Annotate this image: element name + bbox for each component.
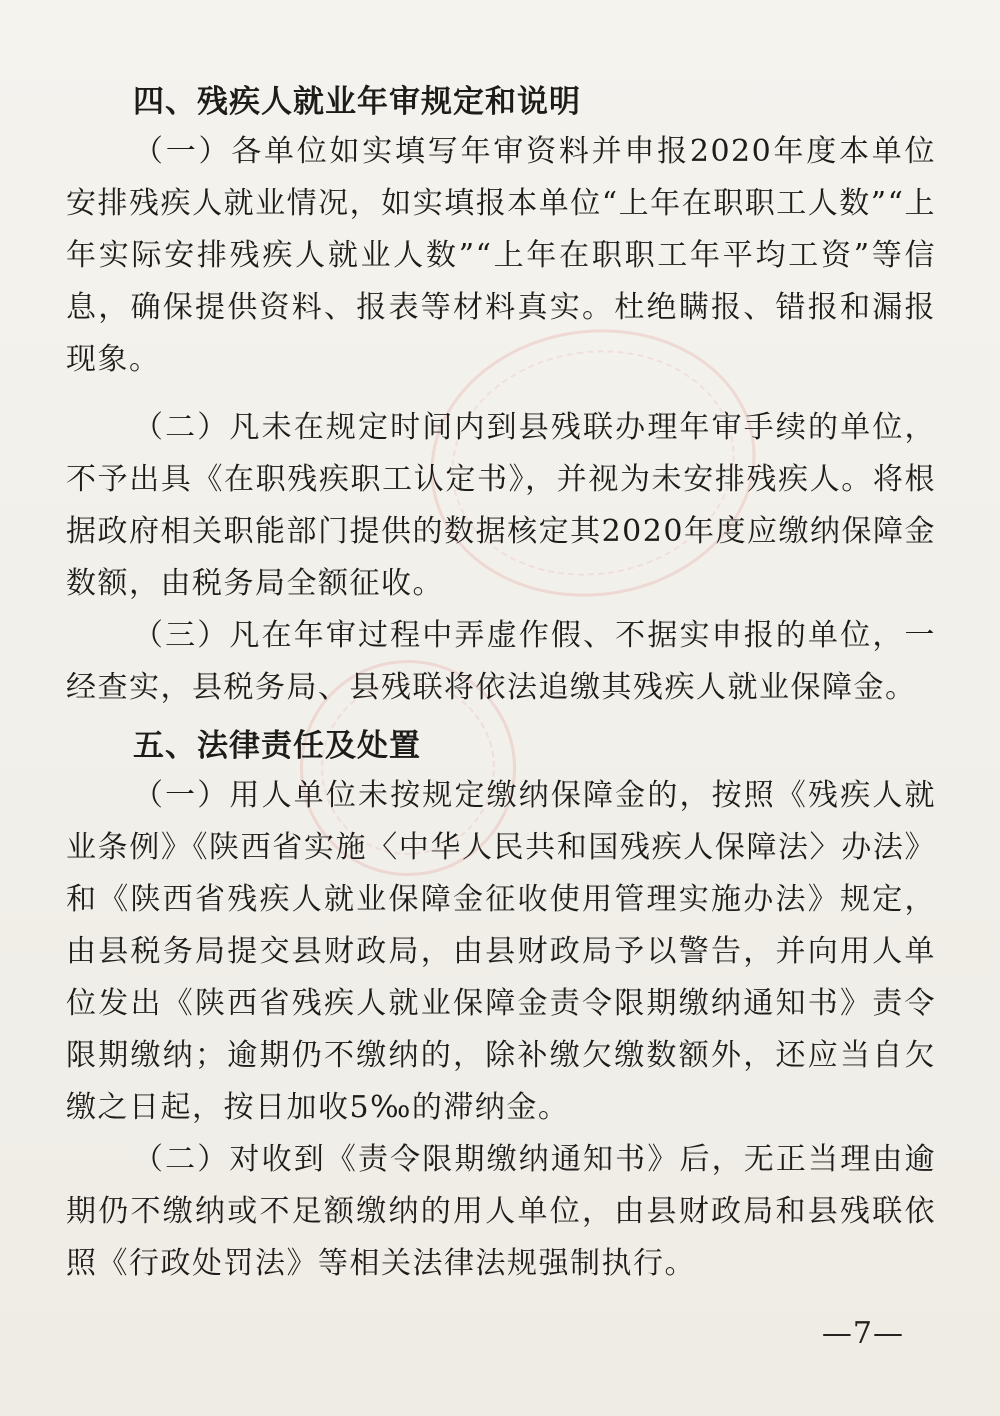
- page-number: —7—: [821, 1316, 904, 1351]
- section-four-title: 四、残疾人就业年审规定和说明: [133, 84, 581, 120]
- section-four-item-2: （二）凡未在规定时间内到县残联办理年审手续的单位，不予出具《在职残疾职工认定书》，并视为未安排残疾人。将根据政府相关职能部门提供的数据核定其2020年度应缴纳保障金数额，由税务局全额征收。: [66, 410, 936, 601]
- section-five-title: 五、法律责任及处置: [133, 728, 421, 764]
- section-five-item-1: （一）用人单位未按规定缴纳保障金的，按照《残疾人就业条例》《陕西省实施〈中华人民共和国残疾人保障法〉办法》和《陕西省残疾人就业保障金征收使用管理实施办法》规定，由县税务局提交县财政局，由县财政局予以警告，并向用人单位发出《陕西省残疾人就业保障金责令限期缴纳通知书》责令限期缴纳；逾期仍不缴纳的，除补缴欠缴数额外，还应当自欠缴之日起，按日加收5‰的滞纳金。: [66, 778, 936, 1125]
- section-four-item-1: （一）各单位如实填写年审资料并申报2020年度本单位安排残疾人就业情况，如实填报本单位“上年在职职工人数”“上年实际安排残疾人就业人数”“上年在职职工年平均工资”等信息，确保提供资料、报表等材料真实。杜绝瞒报、错报和漏报现象。: [66, 134, 936, 377]
- section-four-item-3: （三）凡在年审过程中弄虚作假、不据实申报的单位，一经查实，县税务局、县残联将依法追缴其残疾人就业保障金。: [66, 618, 936, 705]
- section-five-item-2: （二）对收到《责令限期缴纳通知书》后，无正当理由逾期仍不缴纳或不足额缴纳的用人单位，由县财政局和县残联依照《行政处罚法》等相关法律法规强制执行。: [66, 1142, 936, 1281]
- document-content: [66, 78, 936, 1290]
